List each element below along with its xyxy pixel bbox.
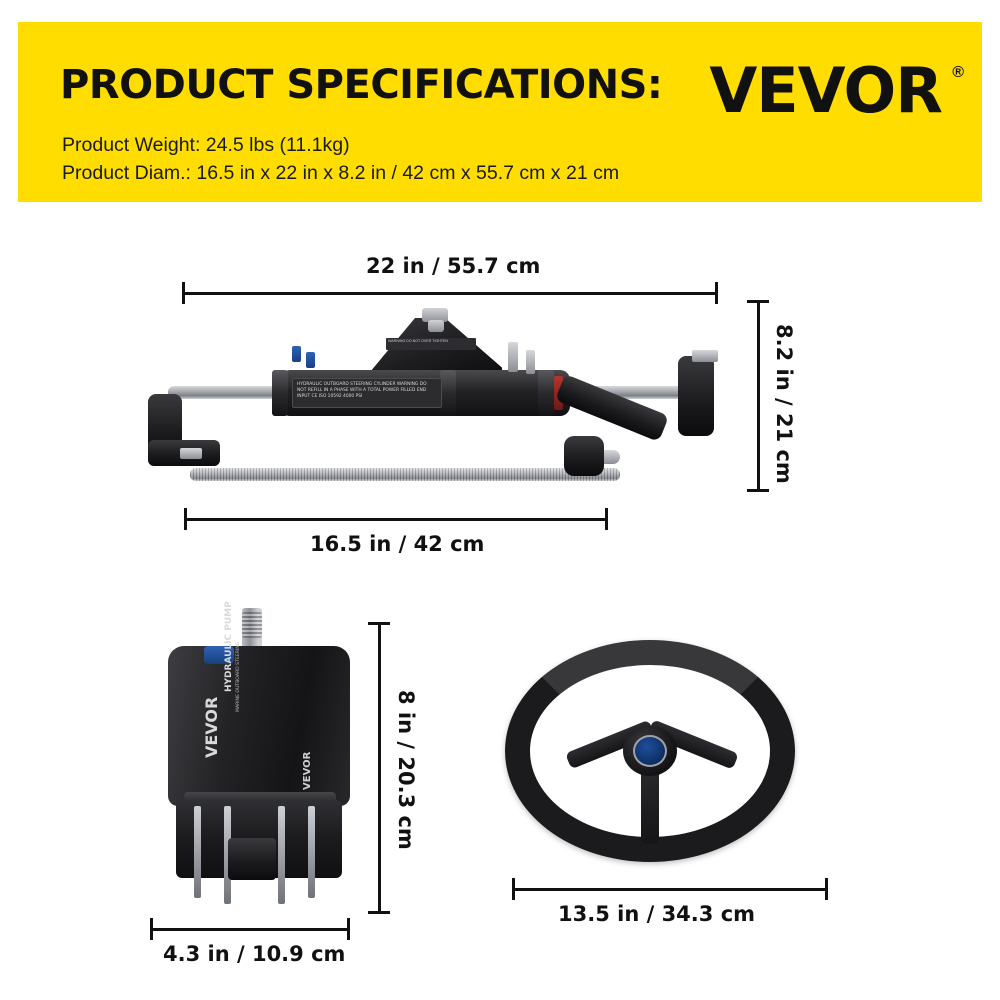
pump-shaft-threads: [242, 612, 262, 638]
steering-wheel-figure: [505, 640, 805, 890]
pump-body: [168, 646, 350, 806]
dim-cylinder-top-width: 22 in / 55.7 cm: [366, 254, 541, 278]
dim-line-top-width: [182, 292, 718, 295]
dim-cap-pump-right: [347, 918, 350, 940]
dim-cap-bottom-left: [184, 508, 187, 530]
dim-pump-height: 8 in / 20.3 cm: [394, 690, 418, 850]
bracket-right-pin: [692, 350, 718, 362]
dim-cylinder-height: 8.2 in / 21 cm: [772, 324, 796, 484]
pump-figure: [150, 600, 390, 930]
cylinder-support-rod: [190, 468, 620, 481]
dim-pump-width: 4.3 in / 10.9 cm: [163, 942, 346, 966]
dim-line-wheel-width: [512, 888, 828, 891]
cylinder-body-label: HYDRAULIC OUTBOARD STEERING CYLINDER WARNING DO NOT REFILL IN A PHASE WITH A TOTAL POWER FILLED END INPUT CE ISO 10592 4000 PSI: [292, 378, 442, 408]
dim-cap-pump-top: [368, 622, 390, 625]
pump-bolt-3: [278, 806, 285, 904]
dim-line-pump-height: [378, 622, 381, 914]
dim-line-bottom-width: [184, 518, 608, 521]
dim-cap-bottom-right: [605, 508, 608, 530]
hydraulic-fitting-right: [508, 342, 518, 372]
vevor-logo: VEVOR: [709, 54, 942, 127]
page-title: PRODUCT SPECIFICATIONS:: [60, 62, 663, 108]
cylinder-band-mid: [440, 370, 456, 416]
hydraulic-fitting-left-2: [306, 352, 315, 368]
dim-cap-pump-left: [150, 918, 153, 940]
hydraulic-fitting-right-2: [526, 350, 535, 374]
bracket-left-pin: [180, 448, 202, 459]
pivot-knob-stem: [428, 320, 444, 332]
bracket-right-arm: [555, 374, 669, 442]
pump-bolt-1: [194, 806, 201, 898]
cylinder-band-right: [538, 370, 554, 416]
dim-wheel-width: 13.5 in / 34.3 cm: [558, 902, 756, 926]
dim-cap-wheel-right: [825, 878, 828, 900]
registered-trademark-icon: ®: [952, 64, 964, 81]
pump-brand-text: VEVOR: [202, 696, 221, 758]
pump-side-text: VEVOR: [302, 751, 313, 790]
pump-bolt-4: [308, 806, 315, 898]
dim-cap-pump-bottom: [368, 911, 390, 914]
dim-line-height: [757, 300, 760, 492]
pump-center-block: [228, 838, 276, 880]
pump-body-text-sub: MARINE OUTBOARD STEERING: [236, 641, 241, 712]
cylinder-figure: [140, 290, 760, 540]
specifications-banner: [18, 22, 982, 202]
dim-line-pump-width: [150, 928, 350, 931]
dim-cap-top-right: [715, 282, 718, 304]
spec-product-weight: Product Weight: 24.5 lbs (11.1kg): [62, 134, 350, 156]
dim-cap-wheel-left: [512, 878, 515, 900]
dim-cap-height-bottom: [747, 489, 769, 492]
dim-cap-height-top: [747, 300, 769, 303]
tiller-warning-label: WARNING DO NOT OVER TIGHTEN: [386, 338, 476, 350]
wheel-hub-emblem: [633, 735, 667, 767]
bracket-right-post: [678, 356, 714, 436]
cylinder-band-left: [272, 370, 288, 416]
dim-cap-top-left: [182, 282, 185, 304]
spec-product-diameter: Product Diam.: 16.5 in x 22 in x 8.2 in / 42 cm x 55.7 cm x 21 cm: [62, 162, 620, 184]
bracket-right-clamp: [564, 436, 604, 476]
pump-body-text-main: HYDRAULIC PUMP: [224, 601, 234, 692]
dim-cylinder-bottom-width: 16.5 in / 42 cm: [310, 532, 485, 556]
hydraulic-fitting-left: [292, 346, 301, 362]
